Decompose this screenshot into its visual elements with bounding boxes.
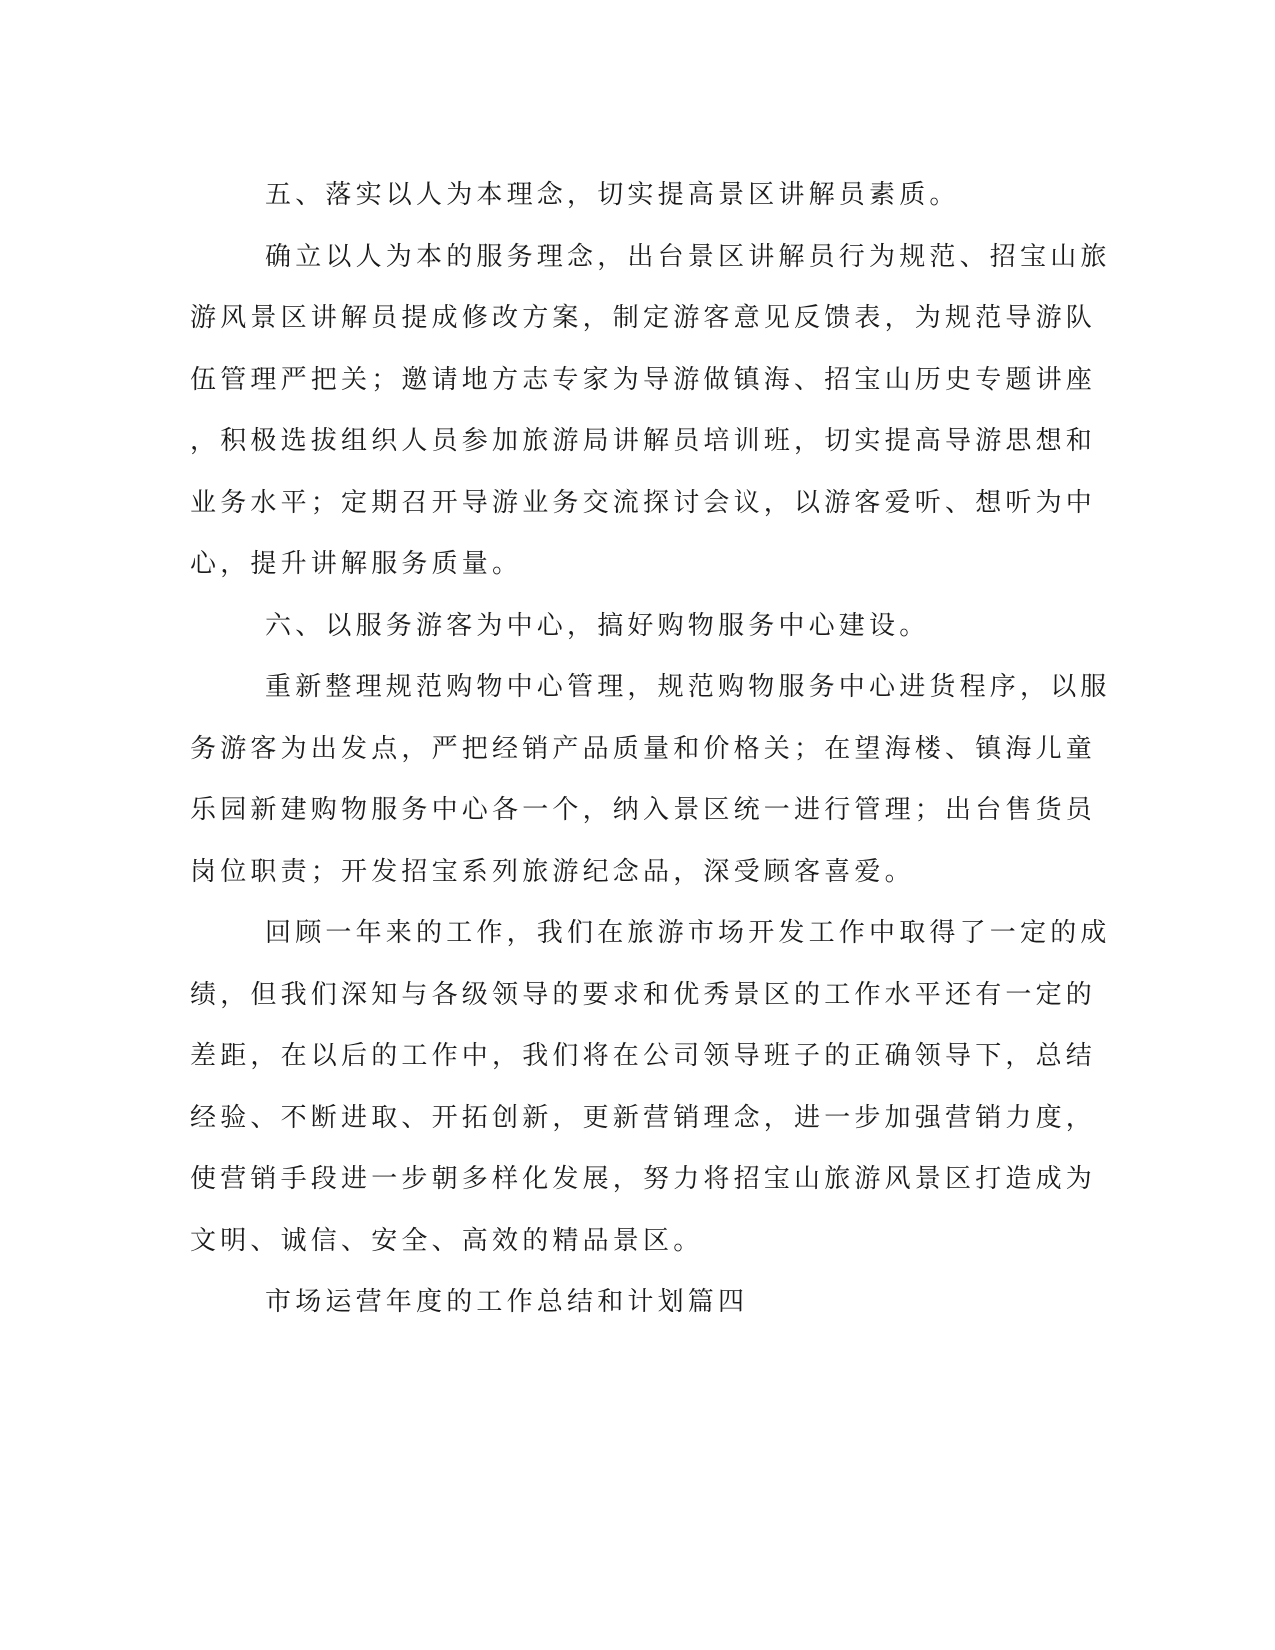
text-line: 五、落实以人为本理念，切实提高景区讲解员素质。: [265, 180, 960, 210]
text-line: 岗位职责；开发招宝系列旅游纪念品，深受顾客喜爱。: [190, 856, 915, 887]
text-line: 确立以人为本的服务理念，出台景区讲解员行为规范、招宝山旅: [265, 241, 1111, 272]
heading-five: [190, 165, 1080, 227]
text-line: 六、以服务游客为中心，搞好购物服务中心建设。: [265, 610, 930, 641]
text-line: 务游客为出发点，严把经销产品质量和价格关；在望海楼、镇海儿童: [190, 733, 1097, 764]
heading-six: [190, 596, 1080, 658]
text-line: 重新整理规范购物中心管理，规范购物服务中心进货程序，以服: [265, 672, 1111, 702]
text-line: 市场运营年度的工作总结和计划篇四: [265, 1287, 749, 1317]
text-line: 文明、诚信、安全、高效的精品景区。: [190, 1225, 704, 1256]
text-line: 差距，在以后的工作中，我们将在公司领导班子的正确领导下，总结: [190, 1041, 1097, 1071]
text-line: 使营销手段进一步朝多样化发展，努力将招宝山旅游风景区打造成为: [190, 1164, 1097, 1194]
text-line: 回顾一年来的工作，我们在旅游市场开发工作中取得了一定的成: [265, 918, 1111, 948]
text-line: 绩，但我们深知与各级领导的要求和优秀景区的工作水平还有一定的: [190, 979, 1097, 1010]
text-line: 伍管理严把关；邀请地方志专家为导游做镇海、招宝山历史专题讲座: [190, 364, 1097, 395]
text-line: 游风景区讲解员提成修改方案，制定游客意见反馈表，为规范导游队: [190, 303, 1097, 333]
paragraph-guide-service: [190, 227, 1111, 596]
text-line: 经验、不断进取、开拓创新，更新营销理念，进一步加强营销力度，: [190, 1102, 1097, 1133]
text-line: ，积极选拔组织人员参加旅游局讲解员培训班，切实提高导游思想和: [190, 426, 1097, 456]
paragraph-summary: [190, 903, 1111, 1272]
document-body: [190, 165, 1111, 1334]
paragraph-shopping-center: [190, 657, 1111, 903]
text-line: 业务水平；定期召开导游业务交流探讨会议，以游客爱听、想听为中: [190, 487, 1097, 518]
section-title: [190, 1272, 1080, 1334]
text-line: 乐园新建购物服务中心各一个，纳入景区统一进行管理；出台售货员: [190, 795, 1097, 825]
text-line: 心，提升讲解服务质量。: [190, 549, 523, 579]
